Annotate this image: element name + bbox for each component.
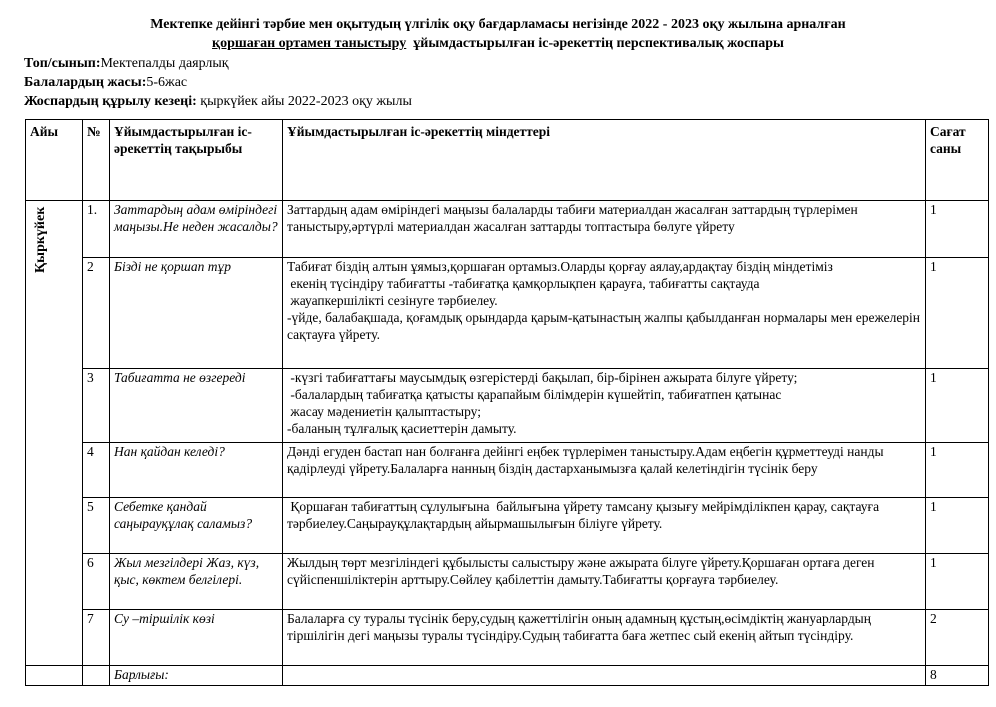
row-goals: Заттардың адам өміріндегі маңызы балаларды табиғи материалдан жасалған заттардың түрлерімен таныстыру,әртүрлі материалдан жасалған заттарды топтастыра бөлуге үйрету bbox=[283, 201, 926, 258]
total-row bbox=[26, 666, 989, 686]
header-hours: Сағат саны bbox=[926, 120, 989, 201]
row-hours: 1 bbox=[926, 201, 989, 258]
row-number: 2 bbox=[83, 258, 110, 369]
row-hours: 2 bbox=[926, 610, 989, 666]
total-empty-number bbox=[83, 666, 110, 686]
age-info bbox=[24, 74, 187, 91]
total-hours: 8 bbox=[926, 666, 989, 686]
header-number: № bbox=[83, 120, 110, 201]
row-hours: 1 bbox=[926, 369, 989, 443]
row-topic: Бізді не қоршап тұр bbox=[110, 258, 283, 369]
row-goals: Дәнді егуден бастап нан болғанға дейінгі еңбек түрлерімен таныстыру.Адам еңбегін құрметтеуді нанды қадірлеуді үйрету.Балаларға нанның біздің дастарханымызға қалай келетіндігін түсінік беру bbox=[283, 443, 926, 498]
total-empty-goals bbox=[283, 666, 926, 686]
row-topic: Жыл мезгілдері Жаз, күз, қыс, көктем белгілері. bbox=[110, 554, 283, 610]
table-row bbox=[26, 201, 989, 258]
table-row bbox=[26, 610, 989, 666]
row-hours: 1 bbox=[926, 443, 989, 498]
row-number: 7 bbox=[83, 610, 110, 666]
row-hours: 1 bbox=[926, 554, 989, 610]
row-hours: 1 bbox=[926, 498, 989, 554]
document-title-rest: ұйымдастырылған іс-әрекеттің перспективалық жоспары bbox=[413, 36, 784, 51]
row-goals: Қоршаған табиғаттың сұлулығына байлығына үйрету тамсану қызығу мейрімділікпен қарау, сақтауға тәрбиелеу.Саңырауқұлақтардың айырмашылығын біліуге үйрету. bbox=[283, 498, 926, 554]
row-goals: -күзгі табиғаттағы маусымдық өзгерістерді бақылап, бір-бірінен ажырата білуге үйрету; -балалардың табиғатқа қатысты қарапайым білімдерін күшейтіп, табиғатпен қатынас жасау мәдениетін қалыптастыру; -баланың тұлғалық қасиеттерін дамыту. bbox=[283, 369, 926, 443]
table-row bbox=[26, 369, 989, 443]
document-title-line-2 bbox=[0, 35, 996, 52]
row-topic: Су –тіршілік көзі bbox=[110, 610, 283, 666]
plan-table bbox=[25, 119, 989, 686]
row-goals: Балаларға су туралы түсінік беру,судың қажеттілігін оның адамның құстың,өсімдіктің жануарлардың тіршілігін дегі маңызы туралы түсіндіру.Судың табиғатта баға жетпес сый екенің айтып түсіндіру. bbox=[283, 610, 926, 666]
group-label: Топ/сынып: bbox=[24, 56, 101, 71]
period-label: Жоспардың құрылу кезеңі: bbox=[24, 94, 197, 109]
table-row bbox=[26, 554, 989, 610]
row-number: 6 bbox=[83, 554, 110, 610]
total-label: Барлығы: bbox=[110, 666, 283, 686]
row-number: 5 bbox=[83, 498, 110, 554]
row-number: 4 bbox=[83, 443, 110, 498]
table-header-row bbox=[26, 120, 989, 201]
row-number: 1. bbox=[83, 201, 110, 258]
row-topic: Табиғатта не өзгереді bbox=[110, 369, 283, 443]
row-hours: 1 bbox=[926, 258, 989, 369]
row-topic: Заттардың адам өміріндегі маңызы.Не неден жасалды? bbox=[110, 201, 283, 258]
row-number: 3 bbox=[83, 369, 110, 443]
row-goals: Табиғат біздің алтын ұямыз,қоршаған ортамыз.Оларды қорғау аялау,ардақтау біздің міндетіміз екенің түсіндіру табиғатты -табиғатқа қамқорлықпен қарауға, табиғатты сақтауда жауапкершілікті сезінуге тәрбиелеу. -үйде, балабақшада, қоғамдық орындарда қарым-қатынастың жалпы қабылданған нормалары мен ережелерін сақтауға үйрету. bbox=[283, 258, 926, 369]
header-topic: Ұйымдастырылған іс-әрекеттің тақырыбы bbox=[110, 120, 283, 201]
age-value: 5-6жас bbox=[146, 75, 188, 90]
table-row bbox=[26, 443, 989, 498]
table-row bbox=[26, 258, 989, 369]
group-value: Мектепалды даярлық bbox=[100, 56, 229, 71]
header-goals: Ұйымдастырылған іс-әрекеттің міндеттері bbox=[283, 120, 926, 201]
total-empty-month bbox=[26, 666, 83, 686]
row-topic: Нан қайдан келеді? bbox=[110, 443, 283, 498]
row-goals: Жылдың төрт мезгіліндегі құбылысты салыстыру және ажырата білуге үйрету.Қоршаған ортаға деген сүйіспеншіліктерін арттыру.Сөйлеу қабілеттін дамыту.Табиғатты қорғауға тәрбиелеу. bbox=[283, 554, 926, 610]
document-title-line-1: Мектепке дейінгі тәрбие мен оқытудың үлгілік оқу бағдарламасы негізінде 2022 - 2023 оқу жылына арналған bbox=[150, 17, 846, 32]
month-label: Қыркүйек bbox=[33, 207, 48, 274]
age-label: Балалардың жасы: bbox=[24, 75, 147, 90]
subject-name: қоршаған ортамен таныстыру bbox=[212, 36, 407, 51]
table-row bbox=[26, 498, 989, 554]
period-value: қыркүйек айы 2022-2023 оқу жылы bbox=[200, 94, 412, 109]
row-topic: Себетке қандай саңырауқұлақ саламыз? bbox=[110, 498, 283, 554]
group-info bbox=[24, 55, 229, 72]
period-info bbox=[24, 93, 412, 110]
header-month: Айы bbox=[26, 120, 83, 201]
month-cell bbox=[26, 201, 83, 666]
